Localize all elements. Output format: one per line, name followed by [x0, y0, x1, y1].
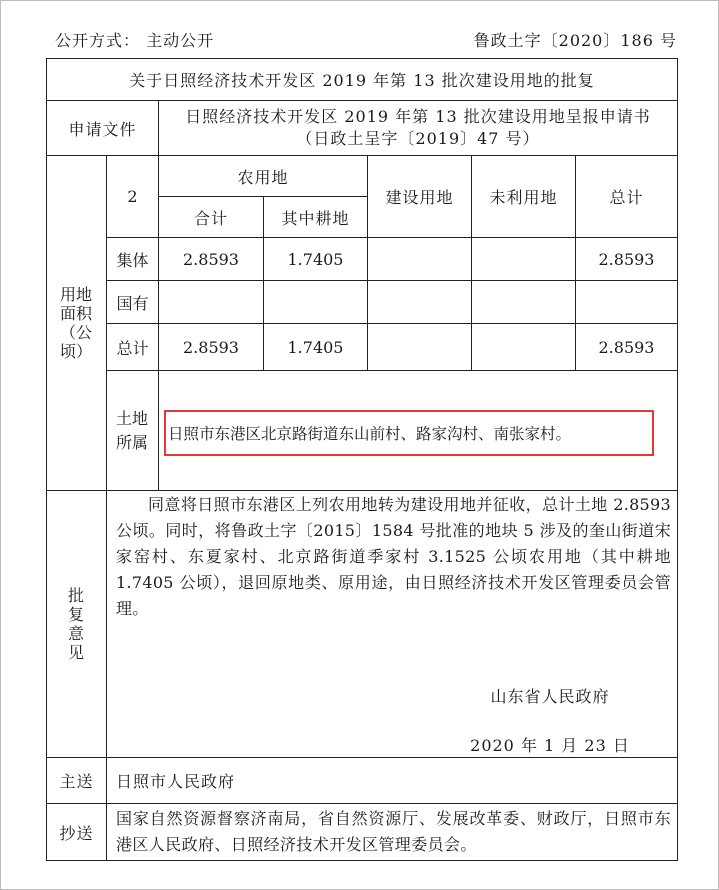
cell-subtotal	[159, 281, 263, 323]
row-label-collective: 集体	[116, 250, 149, 270]
cell-construction	[368, 238, 471, 280]
table-border-left	[46, 58, 47, 861]
cell-construction	[368, 324, 471, 370]
row-line	[106, 370, 678, 371]
document-number: 鲁政土字〔2020〕186 号	[473, 31, 677, 50]
approval-side-label: 批复意见	[67, 586, 84, 662]
cell-subtotal: 2.8593	[183, 249, 239, 269]
header-agricultural-land: 农用地	[237, 167, 289, 187]
row-label-total: 总计	[116, 338, 149, 358]
cell-construction	[368, 281, 471, 323]
main-recipient-value: 日照市人民政府	[116, 772, 236, 791]
col-line	[106, 490, 107, 758]
corner-value: 2	[127, 187, 138, 206]
disclosure-label: 公开方式：	[55, 31, 141, 50]
table-border-bottom	[46, 860, 678, 861]
header-farmland: 其中耕地	[281, 208, 350, 228]
cc-label: 抄送	[59, 823, 94, 843]
col-line	[106, 757, 107, 861]
cell-total: 2.8593	[598, 249, 655, 269]
cell-subtotal: 2.8593	[183, 337, 239, 357]
header-total: 总计	[609, 188, 644, 207]
cell-farmland: 1.7405	[287, 337, 344, 357]
header-construction-land: 建设用地	[385, 188, 454, 207]
cell-total: 2.8593	[598, 337, 655, 357]
land-area-side-label: 用地面积（公顷）	[60, 284, 93, 361]
cell-total	[576, 281, 677, 323]
approval-text: 同意将日照市东港区上列农用地转为建设用地并征收，总计土地 2.8593 公顷。同时，将鲁政土字〔2015〕1584 号批准的地块 5 涉及的奎山街道宋家窑村、东夏家村、北京路街道季家村 3.1525 公顷农用地（其中耕地 1.7405 公顷），退回原地类、原用途，由日照经济技术开发区管理委员会管理。	[116, 495, 671, 618]
ownership-label: 土地所属	[115, 408, 148, 452]
cell-farmland	[264, 281, 367, 323]
row-line	[46, 490, 678, 491]
cell-unused	[472, 238, 575, 280]
approval-signer: 山东省人民政府	[490, 686, 610, 706]
disclosure-value: 主动公开	[146, 31, 215, 50]
disclosure-method	[55, 28, 214, 51]
approval-date: 2020 年 1 月 23 日	[470, 735, 630, 755]
application-line-2: （日政土呈字〔2019〕47 号）	[296, 129, 540, 148]
row-line	[46, 803, 678, 804]
cell-farmland: 1.7405	[287, 249, 344, 269]
application-line-1: 日照经济技术开发区 2019 年第 13 批次建设用地呈报申请书	[185, 107, 651, 126]
row-label-state-owned: 国有	[116, 293, 149, 313]
ownership-value: 日照市东港区北京路街道东山前村、路家沟村、南张家村。	[168, 425, 572, 443]
header-subtotal: 合计	[193, 208, 228, 228]
main-recipient-label: 主送	[59, 772, 94, 791]
document-title: 关于日照经济技术开发区 2019 年第 13 批次建设用地的批复	[129, 71, 595, 90]
application-label: 申请文件	[68, 119, 137, 139]
cell-unused	[472, 324, 575, 370]
cc-value: 国家自然资源督察济南局，省自然资源厅、发展改革委、财政厅，日照市东港区人民政府、日照经济技术开发区管理委员会。	[116, 809, 671, 854]
header-unused-land: 未利用地	[489, 188, 558, 207]
cell-unused	[472, 281, 575, 323]
application-value	[159, 101, 677, 155]
table-border-right	[677, 58, 678, 861]
